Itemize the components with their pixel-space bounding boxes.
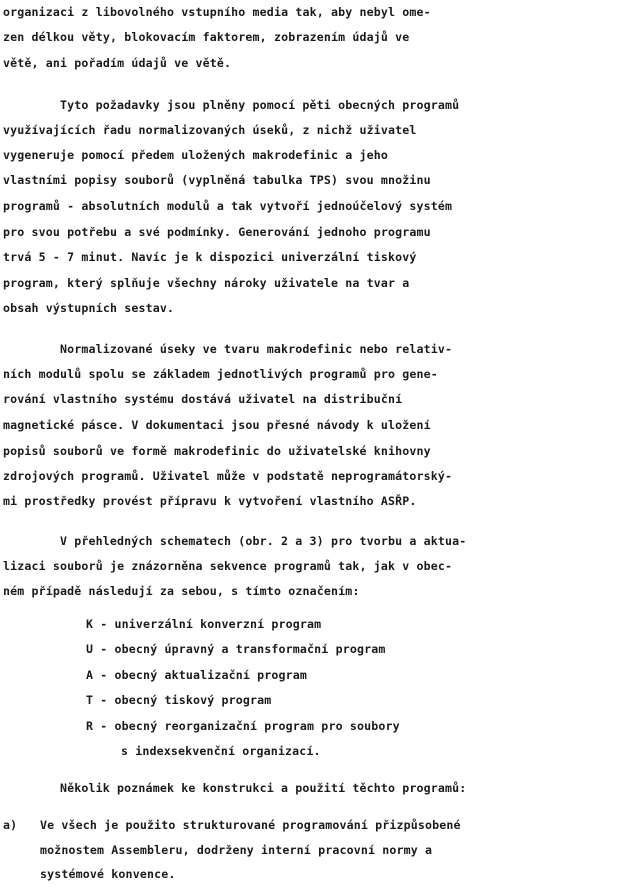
list-item-letter: T: [86, 693, 94, 707]
list-item-letter: U: [86, 642, 94, 656]
list-item-continuation: s indexsekvenční organizací.: [121, 744, 321, 758]
text-line: zdrojových programů. Uživatel může v podstatě neprogramátorský-: [3, 469, 453, 483]
list-item-letter: R: [86, 719, 94, 733]
list-item: [86, 692, 271, 708]
text-line: ném případě následují za sebou, s tímto označením:: [3, 584, 360, 598]
list-item: [86, 718, 400, 734]
list-item-letter: K: [86, 617, 94, 631]
text-line: Tyto požadavky jsou plněny pomocí pěti obecných programů: [60, 98, 460, 112]
text-line: systémové konvence.: [40, 867, 176, 881]
note-label: a): [3, 818, 18, 832]
list-item-text: - obecný úpravný a transformační program: [100, 642, 386, 656]
text-line: Ve všech je použito strukturované programování přizpůsobené: [40, 818, 461, 832]
list-item-text: - obecný tiskový program: [100, 693, 272, 707]
text-line: vlastními popisy souborů (vyplněná tabulka TPS) svou množinu: [3, 173, 431, 187]
list-item: [86, 641, 385, 657]
text-line: mi prostředky provést přípravu k vytvoření vlastního ASŘP.: [3, 494, 417, 508]
list-item: [86, 667, 307, 683]
text-line: vygeneruje pomocí předem uložených makrodefinic a jeho: [3, 148, 389, 162]
text-line: program, který splňuje všechny nároky uživatele na tvar a: [3, 276, 410, 290]
text-line: využívajících řadu normalizovaných úseků, z nichž uživatel: [3, 123, 417, 137]
text-line: lizaci souborů je znázorněna sekvence programů tak, jak v obec-: [3, 559, 453, 573]
text-line: V přehledných schematech (obr. 2 a 3) pro tvorbu a aktua-: [60, 534, 467, 548]
text-line: obsah výstupních sestav.: [3, 301, 175, 315]
text-line: magnetické pásce. V dokumentaci jsou přesné návody k uložení: [3, 418, 431, 432]
text-line: popisů souborů ve formě makrodefinic do uživatelské knihovny: [3, 444, 431, 458]
text-line: možnostem Assembleru, dodrženy interní pracovní normy a: [40, 843, 433, 857]
text-line: Několik poznámek ke konstrukci a použití těchto programů:: [60, 781, 467, 795]
list-item: [86, 616, 321, 632]
text-line: rování vlastního systému dostává uživatel na distribuční: [3, 392, 403, 406]
text-line: větě, ani pořadím údajů ve větě.: [3, 56, 232, 70]
text-line: pro svou potřebu a své podmínky. Generování jednoho programu: [3, 225, 431, 239]
text-line: Normalizované úseky ve tvaru makrodefinic nebo relativ-: [60, 342, 453, 356]
text-line: zen délkou věty, blokovacím faktorem, zobrazením údajů ve: [3, 30, 410, 44]
text-line: organizaci z libovolného vstupního media tak, aby nebyl ome-: [3, 5, 431, 19]
text-line: programů - absolutních modulů a tak vytvoří jednoúčelový systém: [3, 199, 453, 213]
list-item-text: - obecný aktualizační program: [100, 668, 308, 682]
list-item-text: - univerzální konverzní program: [100, 617, 322, 631]
text-line: trvá 5 - 7 minut. Navíc je k dispozici univerzální tiskový: [3, 250, 417, 264]
text-line: ních modulů spolu se základem jednotlivých programů pro gene-: [3, 367, 438, 381]
list-item-letter: A: [86, 668, 94, 682]
list-item-text: - obecný reorganizační program pro soubory: [100, 719, 400, 733]
